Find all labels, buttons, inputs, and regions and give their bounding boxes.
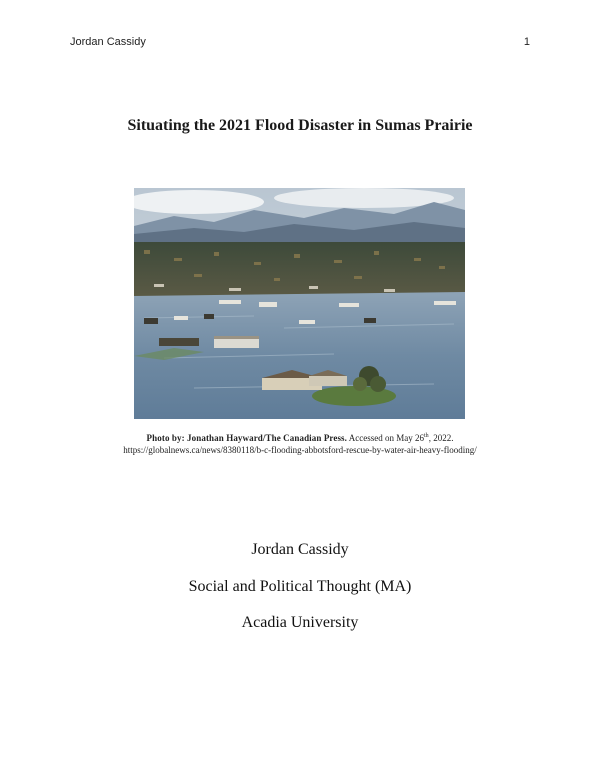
accessed-date: Accessed on May 26th, 2022. [348, 433, 454, 443]
program-name: Social and Political Thought (MA) [188, 578, 412, 595]
running-header-author: Jordan Cassidy [70, 36, 146, 48]
author-name: Jordan Cassidy [251, 541, 349, 558]
page-title: Situating the 2021 Flood Disaster in Sumas Prairie [127, 117, 473, 134]
photo-caption [0, 432, 600, 456]
page-number: 1 [523, 36, 530, 48]
flood-photo [134, 188, 465, 419]
source-url: https://globalnews.ca/news/8380118/b-c-flooding-abbotsford-rescue-by-water-air-heavy-flooding/ [123, 445, 477, 455]
caption-credit-line [0, 432, 600, 444]
photo-credit: Photo by: Jonathan Hayward/The Canadian Press. [146, 433, 348, 443]
university-name: Acadia University [241, 614, 359, 631]
